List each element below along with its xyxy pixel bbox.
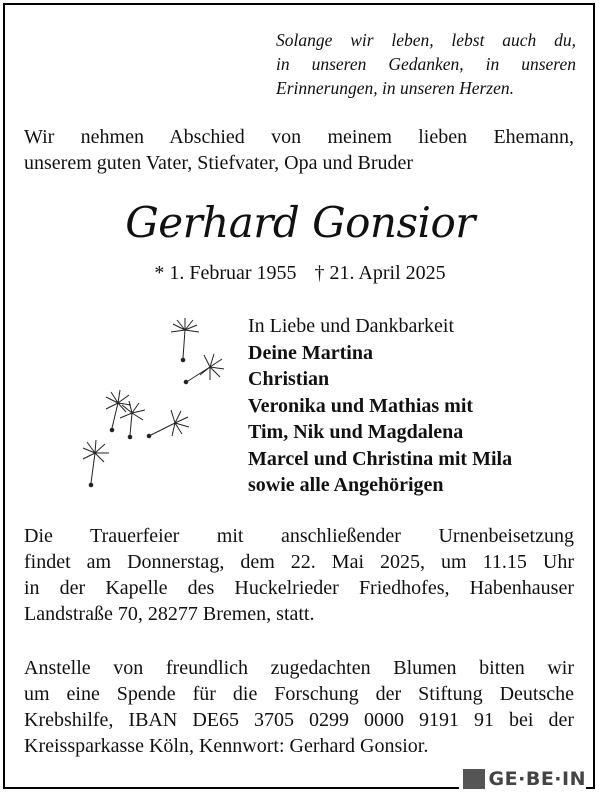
- intro-text: [24, 124, 574, 176]
- mourner-name: Tim, Nik und Magdalena: [248, 421, 464, 443]
- motto-line: in unseren Gedanken, in unseren: [276, 54, 576, 74]
- funeral-info: [24, 523, 574, 627]
- publisher-logo: [459, 768, 586, 790]
- death-date: † 21. April 2025: [314, 262, 446, 284]
- funeral-line: Die Trauerfeier mit anschließender Urnenbeisetzung: [24, 525, 574, 547]
- donation-line: um eine Spende für die Forschung der Stiftung Deutsche: [24, 683, 574, 705]
- mourner-name: Veronika und Mathias mit: [248, 394, 474, 417]
- logo-mark-icon: [463, 769, 485, 789]
- donation-line: Anstelle von freundlich zugedachten Blumen bitten wir: [24, 657, 574, 679]
- donation-line: Krebshilfe, IBAN DE65 3705 0299 0000 9191 91 bei der: [24, 709, 574, 731]
- funeral-line: in der Kapelle des Huckelrieder Friedhofes, Habenhauser: [24, 577, 574, 599]
- motto-line: Erinnerungen, in unseren Herzen.: [276, 78, 514, 98]
- funeral-line: Landstraße 70, 28277 Bremen, statt.: [24, 603, 315, 625]
- mourners-block: [248, 313, 512, 499]
- motto-poem: [276, 28, 576, 100]
- funeral-line: findet am Donnerstag, dem 22. Mai 2025, um 11.15 Uhr: [24, 551, 574, 573]
- donation-line: Kreissparkasse Köln, Kennwort: Gerhard Gonsior.: [24, 735, 429, 757]
- mourner-name: Marcel und Christina mit Mila: [248, 447, 513, 470]
- mourner-name: Christian: [248, 368, 330, 390]
- mourners-heading: In Liebe und Dankbarkeit: [248, 315, 455, 337]
- mourner-name: sowie alle Angehörigen: [248, 474, 444, 496]
- motto-line: Solange wir leben, lebst auch du,: [276, 30, 576, 50]
- dandelion-seeds-illustration: [70, 305, 240, 505]
- intro-line: unserem guten Vater, Stiefvater, Opa und Bruder: [24, 152, 414, 174]
- donation-info: [24, 655, 574, 759]
- deceased-name: Gerhard Gonsior: [125, 198, 475, 247]
- life-dates: [0, 262, 600, 285]
- mourner-name: Deine Martina: [248, 341, 373, 364]
- birth-date: * 1. Februar 1955: [154, 262, 297, 284]
- logo-text: GE·BE·IN: [488, 768, 586, 790]
- intro-line: Wir nehmen Abschied von meinem lieben Ehemann,: [24, 126, 574, 148]
